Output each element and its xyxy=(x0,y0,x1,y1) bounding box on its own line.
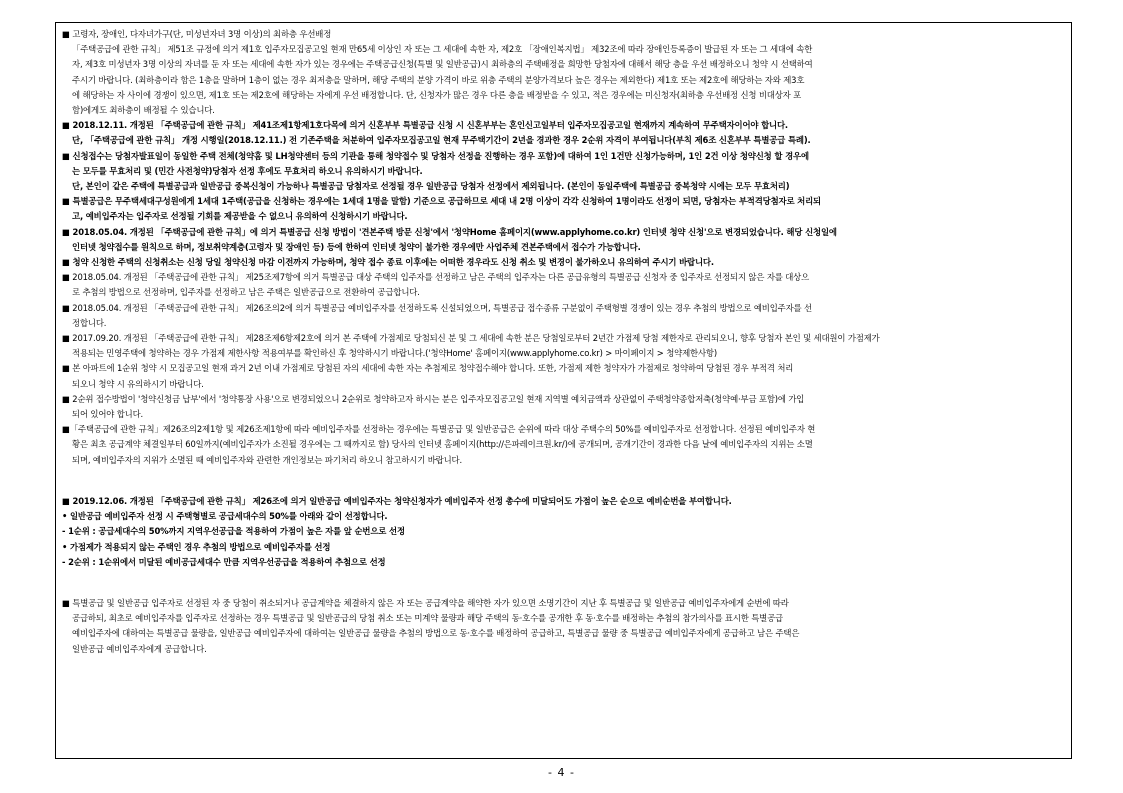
notice-text-line: 함)에게도 최하층이 배정될 수 있습니다. xyxy=(72,105,215,116)
notice-heading-line: ■ 고령자, 장애인, 다자녀가구(단, 미성년자녀 3명 이상)의 최하층 우선배정 xyxy=(62,29,332,39)
notice-section xyxy=(62,392,1067,422)
notice-section xyxy=(62,225,1067,255)
notice-section xyxy=(62,118,1067,148)
notice-section xyxy=(62,596,1067,657)
notice-text-line: 되오니 청약 시 유의하시기 바랍니다. xyxy=(72,378,204,389)
section-spacer xyxy=(62,468,1067,494)
notice-text-line: 단, 본인이 같은 주택에 특별공급과 일반공급 중복신청이 가능하나 특별공급 당첨자로 선정될 경우 일반공급 당첨자 선정에서 제외됩니다. (본인이 동일주택에 특별공급 중복청약 시에는 모두 무효처리) xyxy=(72,181,790,192)
notice-heading-line: ■ 신청접수는 당첨자발표일이 동일한 주택 전체(청약홈 및 LH청약센터 등의 기관을 통해 청약접수 및 당첨자 선정을 진행하는 경우 포함)에 대하여 1인 1건만 신청가능하며, 1인 2건 이상 청약신청 할 경우에 xyxy=(62,150,809,161)
notice-text-line: • 가점제가 적용되지 않는 주택인 경우 추첨의 방법으로 예비입주자를 선정 xyxy=(62,541,331,552)
notice-text-line: 공급하되, 최초로 예비입주자를 입주자로 선정하는 경우 특별공급 및 일반공급의 당첨 취소 또는 미계약 물량과 해당 주택의 동·호수를 공개한 후 동·호수를 배정하는 추첨의 참가의사를 표시한 특별공급 xyxy=(72,613,783,624)
notice-text-line: 되며, 예비입주자의 지위가 소멸된 때 예비입주자와 관련한 개인정보는 파기처리 하오니 참고하시기 바랍니다. xyxy=(72,454,462,465)
page-number: - 4 - xyxy=(548,766,575,779)
notice-text-line: 고, 예비입주자는 입주자로 선정될 기회를 제공받을 수 없으니 유의하여 신청하시기 바랍니다. xyxy=(72,211,408,222)
notice-section xyxy=(62,149,1067,195)
notice-text-line: 주시기 바랍니다. (최하층이라 함은 1층을 말하며 1층이 없는 경우 최저층을 말하며, 해당 주택의 분양 가격이 바로 위층 주택의 분양가격보다 높은 경우는 제외한다) 제1호 또는 제2호에 해당하는 자와 제3호 xyxy=(72,74,805,85)
notice-heading-line: ■ 2순위 접수방법이 '청약신청금 납부'에서 '청약통장 사용'으로 변경되었으니 2순위로 청약하고자 하시는 분은 입주자모집공고일 현재 지역별 예치금액과 상관없이 주택청약종합저축(청약예·부금 포함)에 가입 xyxy=(62,393,805,404)
section-spacer xyxy=(62,570,1067,596)
notice-text-line: - 1순위 : 공급세대수의 50%까지 지역우선공급을 적용하여 가점이 높은 자를 앞 순번으로 선정 xyxy=(62,526,405,537)
notice-heading-line: ■ 2018.05.04. 개정된 「주택공급에 관한 규칙」 제26조의2에 의거 특별공급 예비입주자를 선정하도록 신설되었으며, 특별공급 접수종류 구분없이 주택형별 경쟁이 있는 경우 추첨의 방법으로 예비입주자를 선 xyxy=(62,302,812,313)
notice-section xyxy=(62,331,1067,361)
notice-section xyxy=(62,270,1067,300)
notice-heading-line: ■ 2017.09.20. 개정된 「주택공급에 관한 규칙」 제28조제6항제2호에 의거 본 주택에 가점제로 당첨되신 분 및 그 세대에 속한 분은 당첨일로부터 2년간 가점제 당첨 제한자로 관리되오니, 향후 당첨자 본인 및 세대원이 가점제가 xyxy=(62,333,880,344)
document-body xyxy=(62,27,1067,657)
notice-section xyxy=(62,255,1067,270)
notice-heading-line: ■ 특별공급은 무주택세대구성원에게 1세대 1주택(공급을 신청하는 경우에는 1세대 1명을 말함) 기준으로 공급하므로 세대 내 2명 이상이 각각 신청하여 1명이라도 선정이 되면, 당첨자는 부적격당첨자로 처리되 xyxy=(62,196,821,207)
notice-section xyxy=(62,422,1067,468)
notice-heading-line: ■ 청약 신청한 주택의 신청취소는 신청 당일 청약신청 마감 이전까지 가능하며, 청약 접수 종료 이후에는 어떠한 경우라도 신청 취소 및 변경이 불가하오니 유의하여 주시기 바랍니다. xyxy=(62,257,714,268)
notice-heading-line: ■ 2019.12.06. 개정된 「주택공급에 관한 규칙」 제26조에 의거 일반공급 예비입주자는 청약신청자가 예비입주자 선정 총수에 미달되어도 가점이 높은 순으로 예비순번을 부여합니다. xyxy=(62,495,732,506)
notice-text-line: 적용되는 민영주택에 청약하는 경우 가점제 제한사항 적용여부를 확인하신 후 청약하시기 바랍니다.('청약Home' 홈페이지(www.applyhome.co.kr) > 마이페이지 > 청약제한사항) xyxy=(72,348,717,359)
notice-text-line: 자, 제3호 미성년자 3명 이상의 자녀를 둔 자 또는 세대에 속한 자가 있는 경우에는 주택공급신청(특별 및 일반공급)시 최하층의 주택배정을 희망한 당첨자에 대해서 해당 층을 우선 배정하오니 청약 시 선택하여 xyxy=(72,59,813,70)
notice-text-line: 되어 있어야 합니다. xyxy=(72,409,144,420)
notice-text-line: 로 추첨의 방법으로 선정하며, 입주자를 선정하고 남은 주택은 일반공급으로 전환하여 공급합니다. xyxy=(72,287,420,298)
notice-text-line: - 2순위 : 1순위에서 미달된 예비공급세대수 만큼 지역우선공급을 적용하여 추첨으로 선정 xyxy=(62,556,386,567)
notice-section xyxy=(62,27,1067,118)
notice-text-line: 는 모두를 무효처리 및 (민간 사전청약)당첨자 선정 후에도 무효처리 하오니 유의하시기 바랍니다. xyxy=(72,165,423,176)
notice-text-line: 일반공급 예비입주자에게 공급합니다. xyxy=(72,643,207,654)
notice-heading-line: ■ 2018.12.11. 개정된 「주택공급에 관한 규칙」 제41조제1항제1호다목에 의거 신혼부부 특별공급 신청 시 신혼부부는 혼인신고일부터 입주자모집공고일 현재까지 계속하여 무주택자이어야 합니다. xyxy=(62,120,788,131)
notice-text-line: 단, 「주택공급에 관한 규칙」 개정 시행일(2018.12.11.) 전 기존주택을 처분하여 입주자모집공고일 현재 무주택기간이 2년을 경과한 경우 2순위 자격이 부여됩니다(부칙 제6조 신혼부부 특별공급 특례). xyxy=(72,135,811,146)
notice-section xyxy=(62,194,1067,224)
notice-text-line: 정합니다. xyxy=(72,317,107,328)
notice-text-line: 인터넷 청약접수를 원칙으로 하며, 정보취약계층(고령자 및 장애인 등) 등에 한하여 인터넷 청약이 불가한 경우에만 사업주체 견본주택에서 접수가 가능합니다. xyxy=(72,241,641,252)
notice-text-line: 에 해당하는 자 사이에 경쟁이 있으면, 제1호 또는 제2호에 해당하는 자에게 우선 배정합니다. 단, 신청자가 많은 경우 다른 층을 배정받을 수 있고, 적은 경우에는 미신청자(최하층 우선배정 신청 비대상자 포 xyxy=(72,89,802,100)
notice-heading-line: ■ 본 아파트에 1순위 청약 시 모집공고일 현재 과거 2년 이내 가점제로 당첨된 자의 세대에 속한 자는 추첨제로 청약접수해야 합니다. 또한, 가점제 제한 청약자가 가점제로 청약하여 당첨된 경우 부적격 처리 xyxy=(62,363,794,374)
notice-heading-line: ■ 2018.05.04. 개정된 「주택공급에 관한 규칙」에 의거 특별공급 신청 방법이 '견본주택 방문 신청'에서 '청약Home 홈페이지(www.applyhome.co.kr) 인터넷 청약 신청'으로 변경되었습니다. 해당 신청일에 xyxy=(62,226,837,237)
notice-heading-line: ■ 특별공급 및 일반공급 입주자로 선정된 자 중 당첨이 취소되거나 공급계약을 체결하지 않은 자 또는 공급계약을 해약한 자가 있으면 소명기간이 지난 후 특별공급 및 일반공급 예비입주자에게 순번에 따라 xyxy=(62,597,789,608)
notice-text-line: 황은 최초 공급계약 체결일부터 60일까지(예비입주자가 소진될 경우에는 그 때까지로 함) 당사의 인터넷 홈페이지(http://은파레이크원.kr/)에 공개되며, 공개기간이 경과한 다음 날에 예비입주자의 지위는 소멸 xyxy=(72,439,813,450)
notice-heading-line: ■ 2018.05.04. 개정된 「주택공급에 관한 규칙」 제25조제7항에 의거 특별공급 대상 주택의 입주자를 선정하고 남은 주택의 입주자는 다른 공급유형의 특별공급 신청자 중 입주자로 선정되지 않은 자를 대상으 xyxy=(62,272,810,283)
notice-section xyxy=(62,494,1067,570)
notice-section xyxy=(62,361,1067,391)
notice-heading-line: ■「주택공급에 관한 규칙」제26조의2제1항 및 제26조제1항에 따라 예비입주자를 선정하는 경우에는 특별공급 및 일반공급은 순위에 따라 대상 주택수의 50%를 예비입주자로 선정합니다. 선정된 예비입주자 현 xyxy=(62,424,816,435)
notice-text-line: 예비입주자에 대하여는 특별공급 물량을, 일반공급 예비입주자에 대하여는 일반공급 물량을 추첨의 방법으로 동·호수를 배정하여 공급하고, 특별공급 물량 중 특별공급 예비입주자에게 공급하고 남은 주택은 xyxy=(72,628,800,639)
notice-section xyxy=(62,301,1067,331)
notice-text-line: 「주택공급에 관한 규칙」 제51조 규정에 의거 제1호 입주자모집공고일 현재 만65세 이상인 자 또는 그 세대에 속한 자, 제2호 「장애인복지법」 제32조에 따라 장애인등록증이 발급된 자 또는 그 세대에 속한 xyxy=(72,44,813,55)
notice-text-line: • 일반공급 예비입주자 선정 시 주택형별로 공급세대수의 50%를 아래와 같이 선정합니다. xyxy=(62,511,388,522)
